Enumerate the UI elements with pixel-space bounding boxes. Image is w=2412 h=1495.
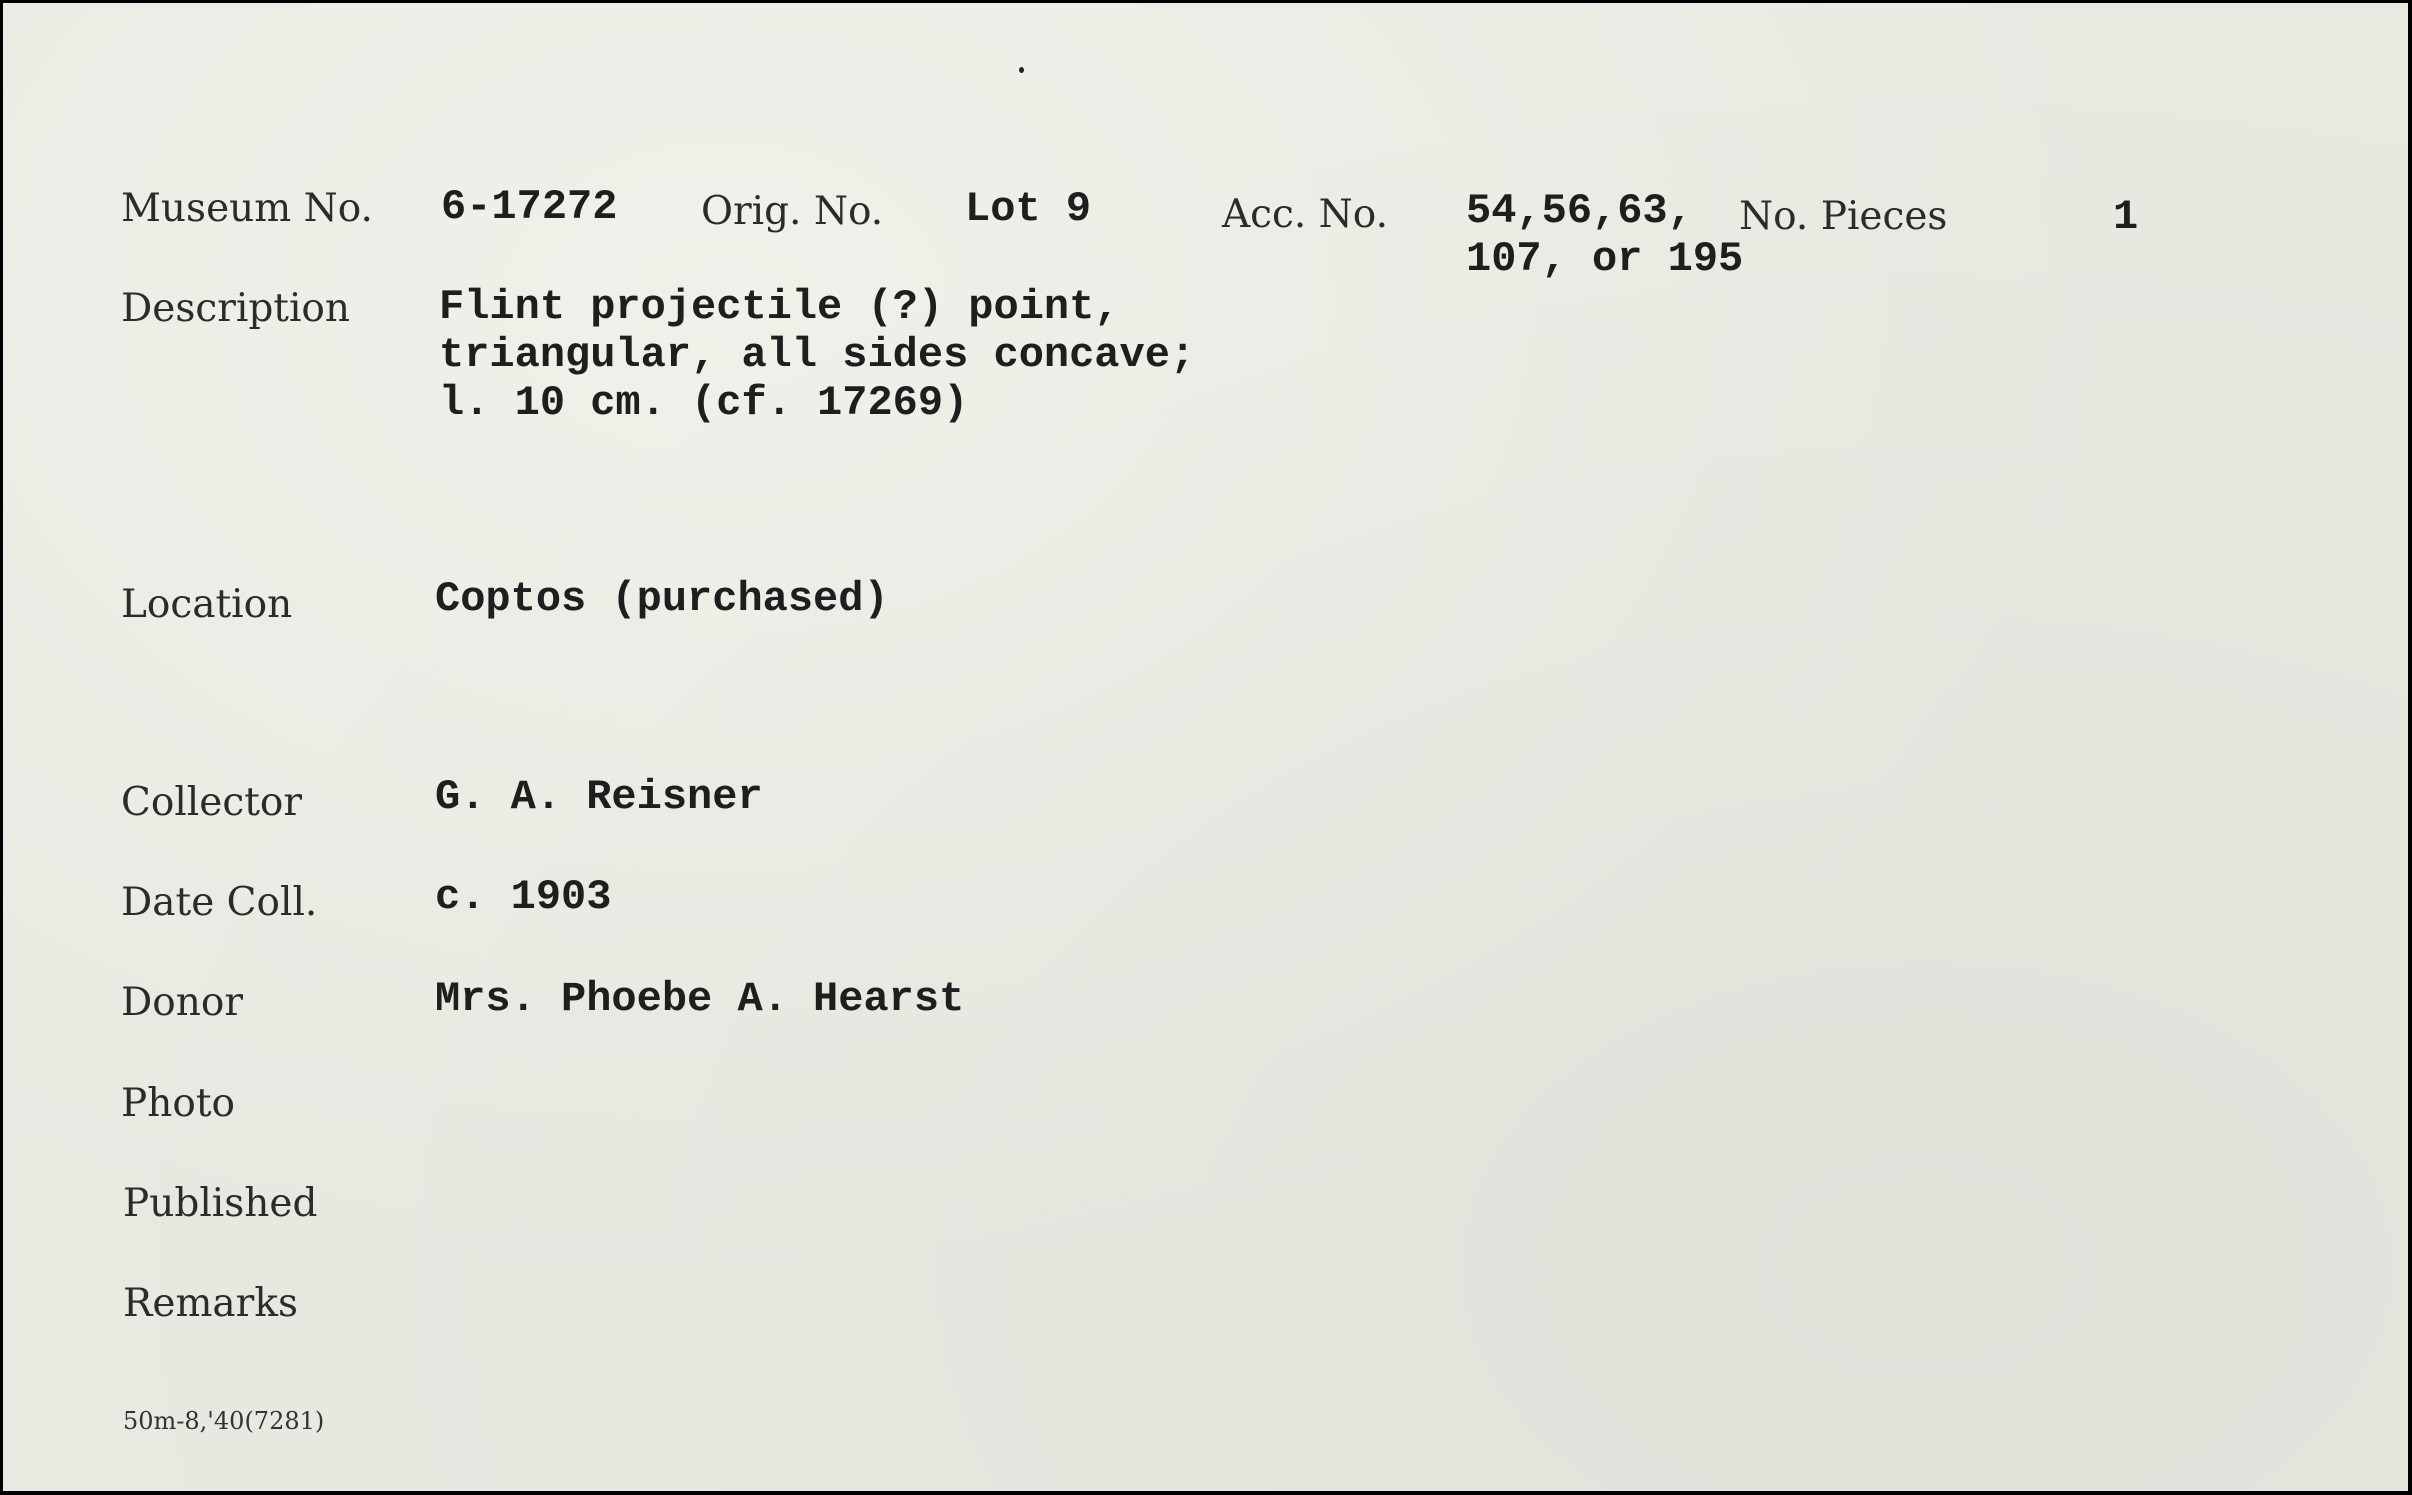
acc-no-line-1: 54,56,63, [1466, 187, 1693, 235]
orig-no-label: Orig. No. [701, 189, 884, 234]
ink-speck [1019, 67, 1024, 73]
date-coll-value: c. 1903 [435, 873, 612, 921]
collector-value: G. A. Reisner [435, 773, 763, 821]
print-code: 50m-8,'40(7281) [123, 1407, 325, 1435]
museum-no-value: 6-17272 [441, 183, 618, 231]
remarks-label: Remarks [123, 1281, 298, 1326]
catalog-card [3, 3, 2408, 1491]
no-pieces-label: No. Pieces [1739, 194, 1948, 239]
location-label: Location [121, 582, 293, 627]
orig-no-value: Lot 9 [965, 185, 1092, 233]
description-label: Description [121, 286, 351, 331]
donor-label: Donor [121, 980, 243, 1025]
photo-label: Photo [121, 1081, 235, 1126]
no-pieces-value: 1 [2113, 193, 2139, 241]
description-line-3: l. 10 cm. (cf. 17269) [439, 379, 969, 427]
acc-no-line-2: 107, or 195 [1466, 235, 1744, 283]
museum-no-label: Museum No. [121, 186, 373, 231]
date-coll-label: Date Coll. [121, 880, 318, 925]
description-line-1: Flint projectile (?) point, [439, 283, 1120, 331]
published-label: Published [123, 1181, 318, 1226]
location-value: Coptos (purchased) [435, 575, 889, 623]
donor-value: Mrs. Phoebe A. Hearst [435, 975, 965, 1023]
description-line-2: triangular, all sides concave; [439, 331, 1196, 379]
acc-no-label: Acc. No. [1222, 192, 1388, 237]
collector-label: Collector [121, 780, 302, 825]
